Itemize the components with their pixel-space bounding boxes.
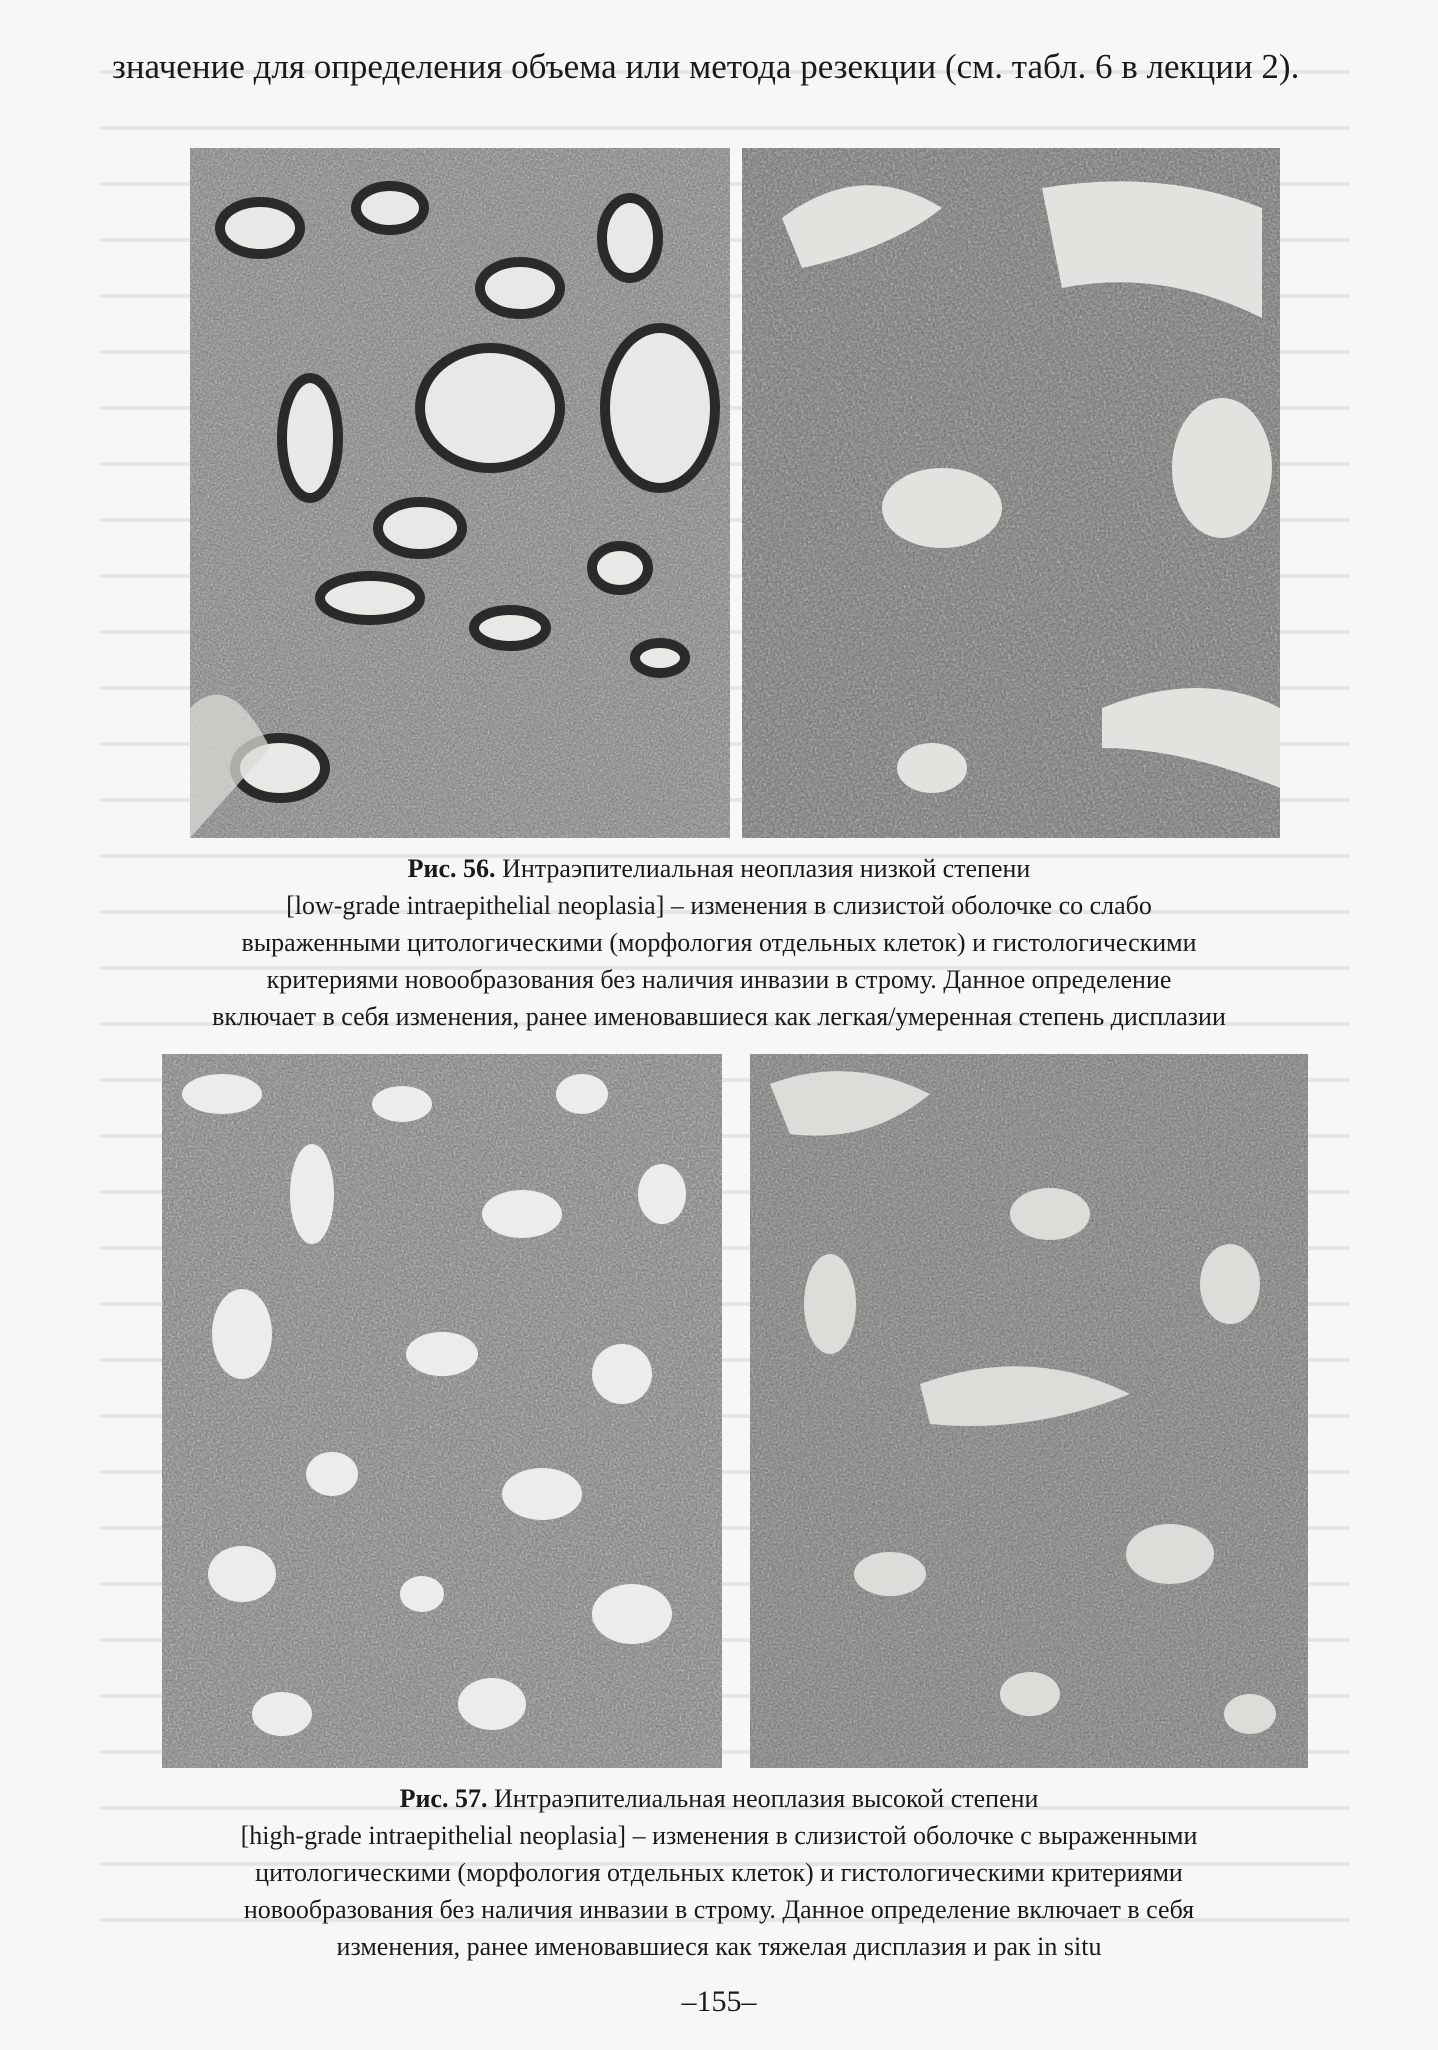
caption-line: критериями новообразования без наличия инвазии в строму. Данное определение (266, 965, 1172, 994)
figure-56-left-micrograph (190, 148, 730, 838)
micrograph-image (742, 148, 1280, 838)
caption-line: включает в себя изменения, ранее именовавшиеся как легкая/умеренная степень дисплазии (212, 1002, 1226, 1031)
figure-56-right-micrograph (742, 148, 1280, 838)
micrograph-image (750, 1054, 1308, 1768)
figure-56-title: Интраэпителиальная неоплазия низкой степени (502, 854, 1031, 883)
intro-paragraph: значение для определения объема или метода резекции (см. табл. 6 в лекции 2). (112, 47, 1300, 86)
caption-line: новообразования без наличия инвазии в строму. Данное определение включает в себя (243, 1895, 1195, 1924)
figure-57-label: Рис. 57. (399, 1784, 488, 1813)
page-number: –155– (681, 1985, 757, 2018)
caption-line: изменения, ранее именовавшиеся как тяжелая дисплазия и рак in situ (336, 1932, 1102, 1961)
figure-56-caption (0, 850, 1438, 1035)
caption-line: выраженными цитологическими (морфология отдельных клеток) и гистологическими (241, 928, 1197, 957)
caption-line: [high-grade intraepithelial neoplasia] – изменения в слизистой оболочке с выраженными (240, 1821, 1198, 1850)
caption-line: [low-grade intraepithelial neoplasia] – изменения в слизистой оболочке со слабо (286, 891, 1152, 920)
figure-57-right-micrograph (750, 1054, 1308, 1768)
figure-57-left-micrograph (162, 1054, 722, 1768)
caption-line: цитологическими (морфология отдельных клеток) и гистологическими критериями (255, 1858, 1183, 1887)
figure-57-caption (0, 1780, 1438, 1965)
figure-57 (162, 1054, 1308, 1768)
micrograph-image (190, 148, 730, 838)
figure-56-label: Рис. 56. (407, 854, 496, 883)
figure-56 (190, 148, 1280, 838)
figure-57-title: Интраэпителиальная неоплазия высокой степени (493, 1784, 1039, 1813)
micrograph-image (162, 1054, 722, 1768)
